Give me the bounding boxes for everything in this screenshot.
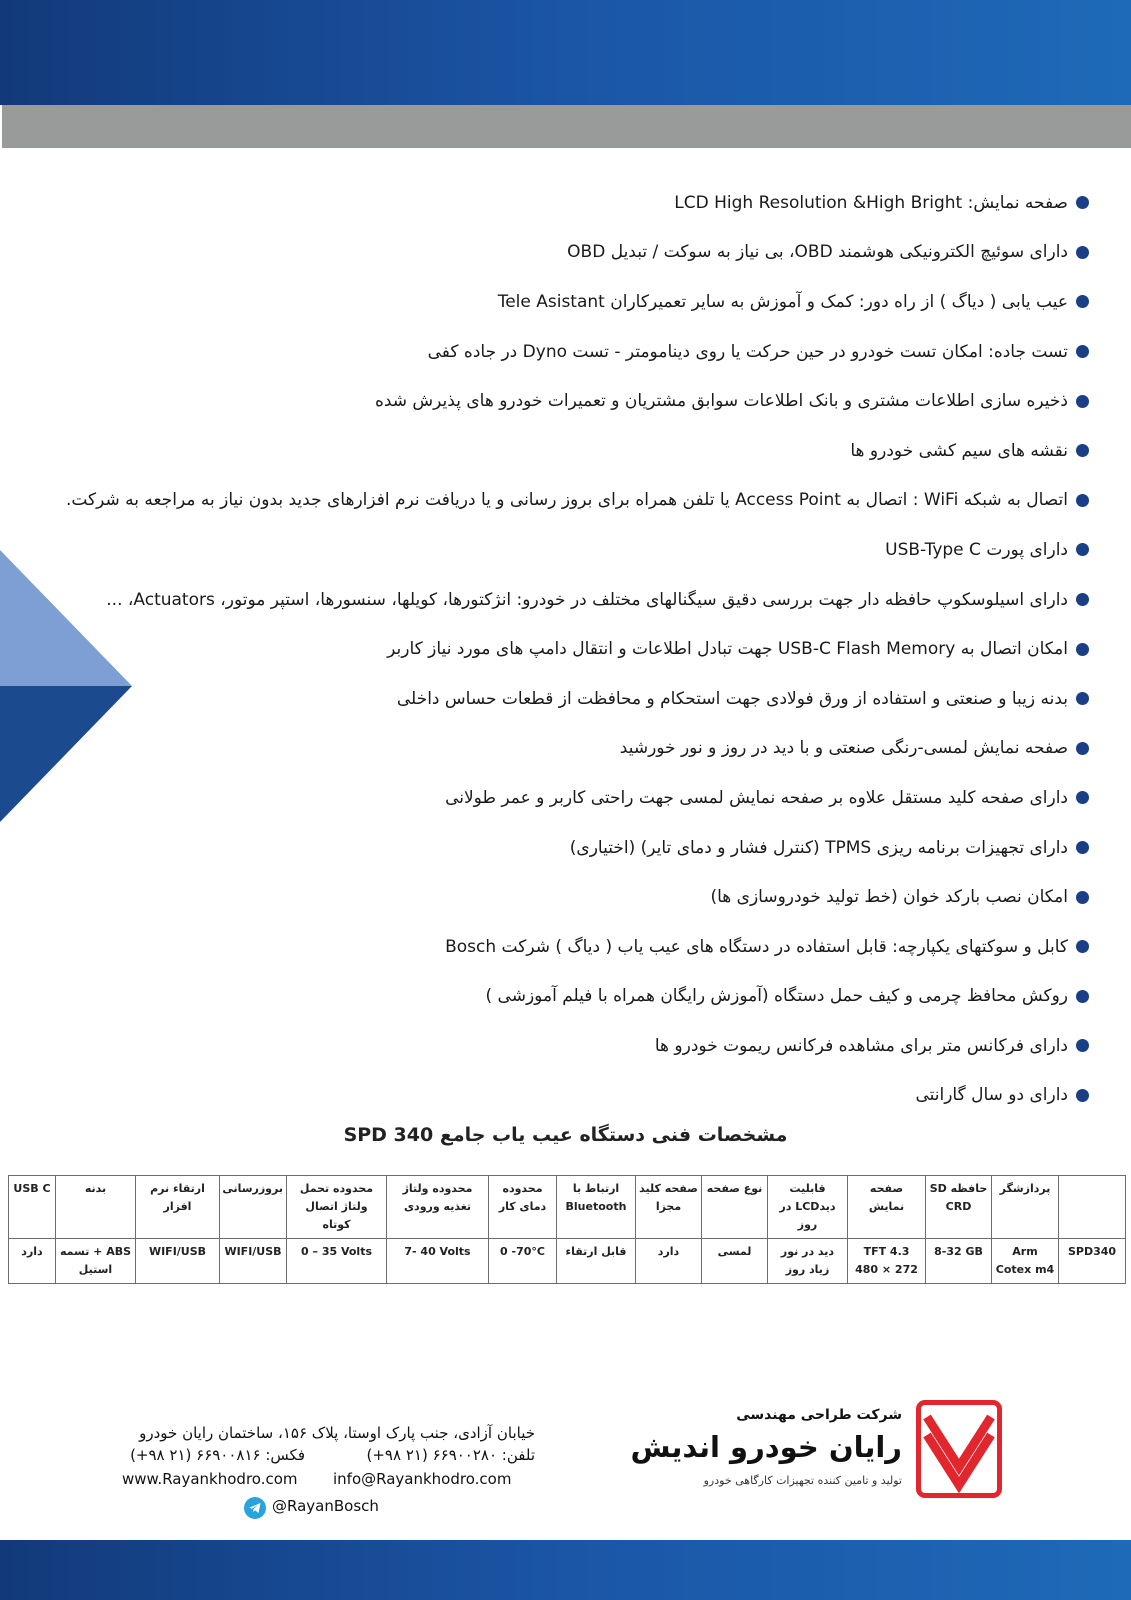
feature-item xyxy=(89,575,1089,625)
feature-item xyxy=(89,277,1089,327)
spec-value-cell: 0 – 35 Volts xyxy=(287,1239,387,1284)
spec-table xyxy=(8,1175,1126,1284)
company-fax: فکس: ۶۶۹۰۰۸۱۶ (۲۱ ۹۸+) xyxy=(130,1446,305,1464)
spec-value-cell: TFT 4.3 480 × 272 xyxy=(848,1239,926,1284)
feature-text: امکان نصب بارکد خوان (خط تولید خودروسازی ها) xyxy=(710,887,1068,908)
company-address: خیابان آزادی، جنب پارک اوستا، پلاک ۱۵۶، ساختمان رایان خودرو xyxy=(139,1424,535,1442)
spec-value-cell: قابل ارتقاء xyxy=(557,1239,636,1284)
feature-item xyxy=(89,228,1089,278)
bullet-icon xyxy=(1076,841,1089,854)
feature-item xyxy=(89,376,1089,426)
spec-value-cell: 7- 40 Volts xyxy=(387,1239,489,1284)
header-gray-strip xyxy=(2,105,1131,148)
company-name: رایان خودرو اندیش xyxy=(630,1430,902,1464)
spec-header-cell: محدوده تحمل ولتاژ اتصال کوتاه xyxy=(287,1176,387,1239)
bullet-icon xyxy=(1076,345,1089,358)
feature-text: دارای سوئیچ الکترونیکی هوشمند OBD، بی نیاز به سوکت / تبدیل OBD xyxy=(567,242,1068,263)
feature-item xyxy=(89,525,1089,575)
spec-header-cell: حافظه SD CRD xyxy=(926,1176,992,1239)
bullet-icon xyxy=(1076,295,1089,308)
feature-list xyxy=(65,178,1089,1120)
spec-value-cell: WIFI/USB xyxy=(220,1239,287,1284)
logo-checkmark-icon xyxy=(921,1405,997,1493)
feature-item xyxy=(89,327,1089,377)
spec-value-cell: دارد xyxy=(9,1239,56,1284)
feature-item xyxy=(89,724,1089,774)
footer-band xyxy=(0,1540,1131,1600)
spec-value-cell: دید در نور زیاد روز xyxy=(768,1239,848,1284)
company-logo-icon xyxy=(916,1400,1002,1498)
bullet-icon xyxy=(1076,494,1089,507)
spec-header-cell: محدوده ولتاژ تغذیه ورودی xyxy=(387,1176,489,1239)
bullet-icon xyxy=(1076,891,1089,904)
spec-header-row xyxy=(9,1176,1126,1239)
spec-value-cell: لمسی xyxy=(702,1239,768,1284)
feature-item xyxy=(89,872,1089,922)
bullet-icon xyxy=(1076,643,1089,656)
feature-text: بدنه زیبا و صنعتی و استفاده از ورق فولادی جهت استحکام و محافظت از قطعات حساس داخلی xyxy=(396,688,1068,709)
spec-header-cell: صفحه نمایش xyxy=(848,1176,926,1239)
telegram-handle-link[interactable]: @RayanBosch xyxy=(272,1497,379,1515)
company-phone: تلفن: ۶۶۹۰۰۲۸۰ (۲۱ ۹۸+) xyxy=(366,1446,535,1464)
bullet-icon xyxy=(1076,1089,1089,1102)
spec-header-cell: بدنه xyxy=(56,1176,136,1239)
feature-text: اتصال به شبکه WiFi : اتصال به Access Point یا تلفن همراه برای بروز رسانی و یا دریافت نرم افزارهای جدید بدون نیاز به مراجعه به شرکت. xyxy=(65,490,1068,511)
spec-header-cell: صفحه کلید مجزا xyxy=(636,1176,702,1239)
spec-header-cell xyxy=(1059,1176,1126,1239)
feature-text: امکان اتصال به USB-C Flash Memory جهت تبادل اطلاعات و انتقال دامپ های مورد نیاز کاربر xyxy=(387,639,1068,660)
feature-item xyxy=(89,1021,1089,1071)
feature-text: روکش محافظ چرمی و کیف حمل دستگاه (آموزش رایگان همراه با فیلم آموزشی ) xyxy=(485,986,1068,1007)
company-tagline: تولید و تامین کننده تجهیزات کارگاهی خودرو xyxy=(703,1474,902,1487)
feature-text: ذخیره سازی اطلاعات مشتری و بانک اطلاعات سوابق مشتریان و تعمیرات خودرو های پذیرش شده xyxy=(374,391,1068,412)
bullet-icon xyxy=(1076,196,1089,209)
bullet-icon xyxy=(1076,742,1089,755)
feature-item xyxy=(65,476,1089,526)
bullet-icon xyxy=(1076,395,1089,408)
spec-header-cell: نوع صفحه xyxy=(702,1176,768,1239)
company-label: شرکت طراحی مهندسی xyxy=(736,1407,902,1423)
feature-text: کابل و سوکتهای یکپارچه: قابل استفاده در دستگاه های عیب یاب ( دیاگ ) شرکت Bosch xyxy=(445,936,1068,957)
spec-header-cell: پردازشگر xyxy=(992,1176,1059,1239)
feature-text: صفحه نمایش لمسی-رنگی صنعتی و با دید در روز و نور خورشید xyxy=(619,738,1068,759)
spec-value-cell: SPD340 xyxy=(1059,1239,1126,1284)
feature-text: عیب یابی ( دیاگ ) از راه دور: کمک و آموزش به سایر تعمیرکاران Tele Asistant xyxy=(497,291,1068,312)
feature-item xyxy=(89,823,1089,873)
bullet-icon xyxy=(1076,1039,1089,1052)
spec-header-cell: USB C xyxy=(9,1176,56,1239)
spec-value-cell: دارد xyxy=(636,1239,702,1284)
feature-text: دارای فرکانس متر برای مشاهده فرکانس ریموت خودرو ها xyxy=(654,1035,1068,1056)
bullet-icon xyxy=(1076,444,1089,457)
feature-item xyxy=(89,1071,1089,1121)
feature-item xyxy=(89,674,1089,724)
feature-text: دارای اسیلوسکوپ حافظه دار جهت بررسی دقیق سیگنالهای مختلف در خودرو: انژکتورها، کویلها، سنسورها، استپر موتور، Actuators، ... xyxy=(106,589,1068,610)
feature-text: دارای صفحه کلید مستقل علاوه بر صفحه نمایش لمسی جهت راحتی کاربر و عمر طولانی xyxy=(445,787,1068,808)
company-website-link[interactable]: www.Rayankhodro.com xyxy=(122,1470,298,1488)
bullet-icon xyxy=(1076,246,1089,259)
feature-text: دارای تجهیزات برنامه ریزی TPMS (کنترل فشار و دمای تایر) (اختیاری) xyxy=(569,837,1068,858)
spec-header-cell: ارتقاء نرم افزار xyxy=(136,1176,220,1239)
spec-table-title: مشخصات فنی دستگاه عیب یاب جامع SPD 340 xyxy=(343,1124,788,1146)
feature-item xyxy=(89,178,1089,228)
bullet-icon xyxy=(1076,990,1089,1003)
spec-header-cell: قابلیت دیدLCD در روز xyxy=(768,1176,848,1239)
bullet-icon xyxy=(1076,940,1089,953)
bullet-icon xyxy=(1076,543,1089,556)
spec-value-cell: 8-32 GB xyxy=(926,1239,992,1284)
feature-text: دارای پورت USB-Type C xyxy=(885,539,1068,560)
spec-header-cell: محدوده دمای کار xyxy=(489,1176,557,1239)
feature-item xyxy=(89,624,1089,674)
feature-item xyxy=(89,426,1089,476)
feature-item xyxy=(89,972,1089,1022)
bullet-icon xyxy=(1076,593,1089,606)
spec-header-cell: ارتباط با Bluetooth xyxy=(557,1176,636,1239)
spec-value-cell: Arm Cotex m4 xyxy=(992,1239,1059,1284)
spec-value-cell: WIFI/USB xyxy=(136,1239,220,1284)
feature-item xyxy=(89,773,1089,823)
feature-text: صفحه نمایش: LCD High Resolution &High Bright xyxy=(674,192,1068,213)
company-email-link[interactable]: info@Rayankhodro.com xyxy=(333,1470,512,1488)
bullet-icon xyxy=(1076,791,1089,804)
feature-text: دارای دو سال گارانتی xyxy=(915,1085,1068,1106)
feature-text: نقشه های سیم کشی خودرو ها xyxy=(850,440,1068,461)
feature-item xyxy=(89,922,1089,972)
telegram-icon xyxy=(244,1497,266,1519)
spec-value-cell: ABS + تسمه استیل xyxy=(56,1239,136,1284)
header-band xyxy=(0,0,1131,105)
spec-header-cell: بروزرسانی xyxy=(220,1176,287,1239)
spec-value-row xyxy=(9,1239,1126,1284)
bullet-icon xyxy=(1076,692,1089,705)
spec-value-cell: 0 -70°C xyxy=(489,1239,557,1284)
feature-text: تست جاده: امکان تست خودرو در حین حرکت یا روی دینامومتر - تست Dyno در جاده کفی xyxy=(427,341,1068,362)
